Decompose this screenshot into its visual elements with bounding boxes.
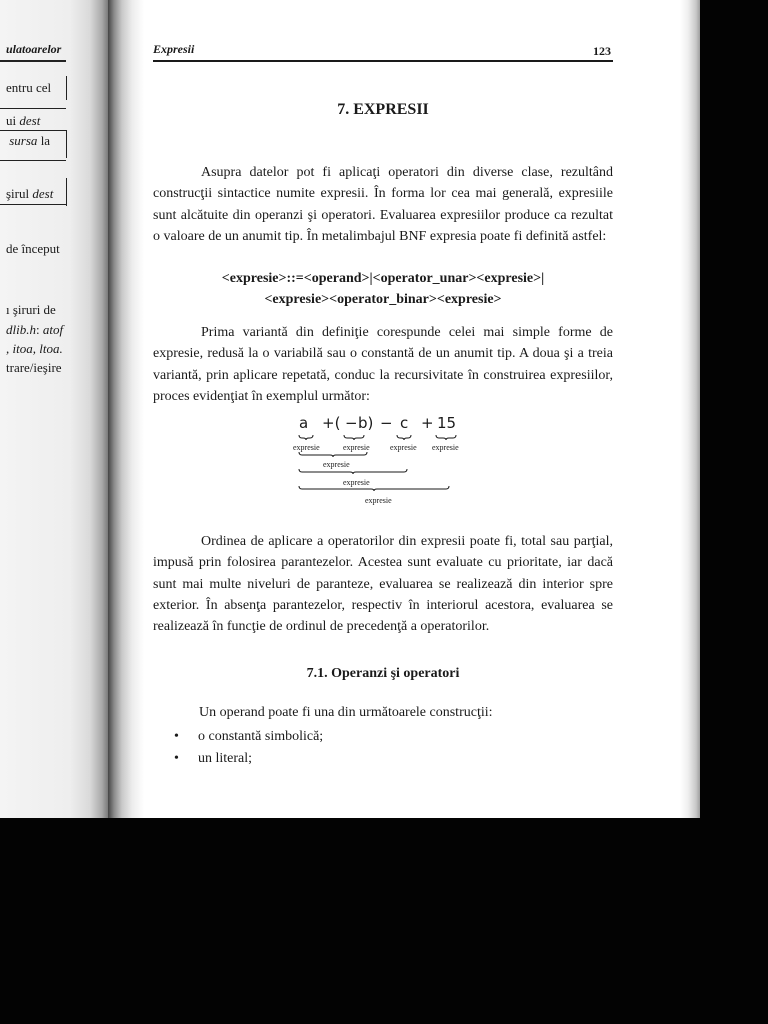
page-number: 123 [593, 44, 611, 58]
diagram-label: expresie [293, 443, 320, 452]
left-page-fragment: ı şiruri de [6, 302, 56, 317]
bullet-icon: • [174, 729, 179, 744]
paragraph-intro [153, 162, 613, 247]
brace-b [344, 435, 364, 440]
bullet-icon: • [174, 751, 179, 766]
list-item [174, 748, 323, 770]
list-intro: Un operand poate fi una din următoarele construcţii: [199, 705, 493, 720]
bnf-line-1: <expresie>::=<operand>|<operator_unar><expresie>| [221, 271, 545, 286]
diagram-token-plus: + [421, 414, 434, 432]
diagram-label: expresie [432, 443, 459, 452]
left-page-header: ulatoarelor [6, 42, 62, 56]
brace-full [299, 486, 449, 491]
diagram-label: expresie [343, 478, 370, 487]
paragraph-precedence [153, 531, 613, 637]
left-page-fragment: sursa la [6, 133, 51, 148]
brace-15 [436, 435, 456, 440]
bnf-definition [153, 268, 613, 310]
operand-list [174, 726, 323, 770]
diagram-token-a: a [299, 414, 309, 432]
left-page-fragment: de început [6, 241, 60, 256]
header-rule [153, 60, 613, 62]
book-gutter [108, 0, 144, 818]
left-table-rule [0, 204, 66, 205]
paragraph-text: Asupra datelor pot fi aplicaţi operatori din diverse clase, rezultând construcţii sintactice numite expresii. În forma lor cea mai generală, expresiile sunt alcătuite din operanzi şi operatori. Evaluarea expresiilor produce ca rezultat o valoare de un anumit tip. În metalimbajul BNF expresia poate fi definită astfel: [153, 165, 613, 244]
left-page-header-rule [0, 60, 66, 62]
paragraph-definition [153, 322, 613, 407]
bnf-line-2: <expresie><operator_binar><expresie> [264, 292, 502, 307]
left-table-rule [0, 130, 66, 131]
left-table-border [66, 178, 67, 206]
diagram-token-c: c [400, 414, 409, 432]
left-page-fragment: şirul dest [6, 186, 54, 201]
left-page-fragment: trare/ieşire [6, 360, 62, 375]
brace-c [397, 435, 411, 440]
diagram-token-minus: − [345, 414, 358, 432]
list-item-text: o constantă simbolică; [198, 729, 324, 744]
right-page [144, 0, 692, 818]
page-edge-shadow [680, 0, 702, 818]
expression-tree-diagram [290, 410, 480, 520]
diagram-label: expresie [365, 496, 392, 505]
diagram-label: expresie [323, 460, 350, 469]
paragraph-text: Ordinea de aplicare a operatorilor din expresii poate fi, total sau parţial, impusă prin folosirea parantezelor. Acestea sunt evaluate cu prioritate, iar dacă sunt mai multe niveluri de paranteze, evaluarea se realizează din interior spre exterior. În absenţa parantezelor, respectiv în interiorul acestora, evaluarea se realizează în funcţie de ordinul de precedenţă a operatorilor. [153, 534, 613, 635]
left-page-fragment: ui dest [6, 113, 41, 128]
left-page-fragment: dlib.h: atof [6, 322, 64, 337]
left-page-fragment: entru cel [6, 80, 52, 95]
left-table-border [66, 130, 67, 158]
diagram-label: expresie [343, 443, 370, 452]
diagram-token-15: 15 [437, 414, 457, 432]
left-page-fragment: , itoa, ltoa. [6, 341, 63, 356]
diagram-label: expresie [390, 443, 417, 452]
subsection-title: 7.1. Operanzi şi operatori [306, 666, 460, 681]
brace-minus-c [299, 469, 407, 474]
diagram-token-minus: − [380, 414, 393, 432]
paragraph-text: Prima variantă din definiţie corespunde celei mai simple forme de expresie, redusă la o variabilă sau o constantă de un anumit tip. A doua şi a treia variantă, prin aplicare repetată, conduc la recursivitate în construirea expresiilor, proces evidenţiat în exemplul următor: [153, 325, 613, 404]
scanner-background-bottom [0, 818, 768, 1024]
list-item-text: un literal; [198, 751, 253, 766]
left-table-rule [0, 108, 66, 109]
diagram-token-b: b) [358, 414, 374, 432]
brace-a-minus-b [299, 452, 367, 457]
left-table-rule [0, 160, 66, 161]
brace-a [299, 435, 313, 440]
left-table-border [66, 76, 67, 100]
list-item [174, 726, 323, 748]
chapter-title: 7. EXPRESII [337, 101, 429, 118]
running-header-chapter: Expresii [153, 42, 195, 56]
diagram-token-plus-paren: +( [322, 414, 341, 432]
